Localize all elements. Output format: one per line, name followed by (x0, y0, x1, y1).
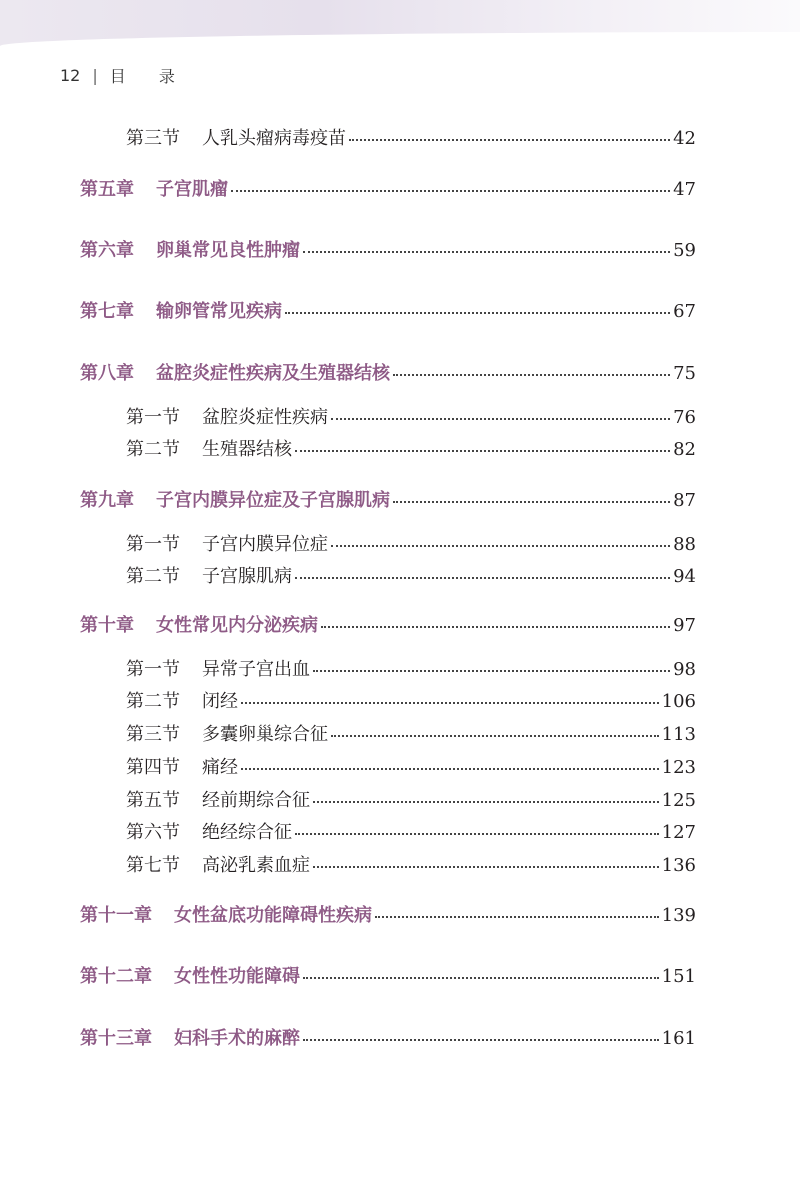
entry-page: 113 (661, 724, 696, 745)
entry-page: 106 (661, 691, 696, 712)
leader-dots (313, 669, 670, 672)
entry-page: 59 (673, 240, 696, 261)
leader-dots (295, 449, 670, 452)
entry-label: 第十三章 (80, 1028, 152, 1049)
entry-label: 第二节 (126, 691, 180, 712)
entry-title: 子宫内膜异位症及子宫腺肌病 (156, 490, 390, 511)
entry-page: 151 (661, 966, 696, 987)
toc-entry-chapter[interactable] (80, 611, 696, 635)
toc-entry-section[interactable] (126, 786, 696, 810)
leader-dots (375, 915, 659, 918)
entry-page: 47 (673, 179, 696, 200)
toc-entry-section[interactable] (126, 435, 696, 459)
entry-page: 88 (673, 534, 696, 555)
entry-title: 输卵管常见疾病 (156, 301, 282, 322)
toc-entry-chapter[interactable] (80, 359, 696, 383)
leader-dots (313, 800, 659, 803)
toc-entry-section[interactable] (126, 687, 696, 711)
entry-page: 127 (661, 822, 696, 843)
leader-dots (303, 976, 659, 979)
entry-label: 第五章 (80, 179, 134, 200)
toc-entry-chapter[interactable] (80, 901, 696, 925)
leader-dots (303, 250, 670, 253)
entry-label: 第八章 (80, 363, 134, 384)
entry-label: 第十一章 (80, 905, 152, 926)
entry-label: 第一节 (126, 407, 180, 428)
page-number: 12 (60, 66, 81, 85)
entry-page: 98 (673, 659, 696, 680)
entry-label: 第十二章 (80, 966, 152, 987)
entry-title: 子宫肌瘤 (156, 179, 228, 200)
entry-label: 第二节 (126, 439, 180, 460)
entry-title: 生殖器结核 (202, 439, 292, 460)
leader-dots (331, 544, 670, 547)
entry-title: 盆腔炎症性疾病及生殖器结核 (156, 363, 390, 384)
entry-page: 76 (673, 407, 696, 428)
entry-title: 卵巢常见良性肿瘤 (156, 240, 300, 261)
entry-page: 67 (673, 301, 696, 322)
toc-entry-section[interactable] (126, 124, 696, 148)
entry-label: 第九章 (80, 490, 134, 511)
entry-page: 136 (661, 855, 696, 876)
entry-title: 多囊卵巢综合征 (202, 724, 328, 745)
toc-entry-section[interactable] (126, 562, 696, 586)
entry-label: 第二节 (126, 566, 180, 587)
toc-entry-section[interactable] (126, 403, 696, 427)
entry-label: 第六章 (80, 240, 134, 261)
entry-label: 第三节 (126, 724, 180, 745)
running-head (60, 64, 189, 87)
entry-page: 123 (661, 757, 696, 778)
entry-title: 经前期综合征 (202, 790, 310, 811)
toc-entry-section[interactable] (126, 530, 696, 554)
header-title: 目 录 (109, 67, 189, 86)
leader-dots (393, 373, 670, 376)
leader-dots (349, 138, 670, 141)
leader-dots (313, 865, 659, 868)
entry-title: 人乳头瘤病毒疫苗 (202, 128, 346, 149)
entry-label: 第三节 (126, 128, 180, 149)
toc-entry-section[interactable] (126, 753, 696, 777)
toc-entry-chapter[interactable] (80, 297, 696, 321)
entry-page: 161 (661, 1028, 696, 1049)
entry-page: 82 (673, 439, 696, 460)
entry-title: 闭经 (202, 691, 238, 712)
entry-label: 第一节 (126, 659, 180, 680)
leader-dots (303, 1038, 659, 1041)
toc-entry-chapter[interactable] (80, 175, 696, 199)
entry-title: 女性盆底功能障碍性疾病 (174, 905, 372, 926)
entry-title: 盆腔炎症性疾病 (202, 407, 328, 428)
entry-title: 子宫内膜异位症 (202, 534, 328, 555)
entry-page: 42 (673, 128, 696, 149)
entry-page: 125 (661, 790, 696, 811)
header-band (0, 0, 800, 46)
entry-label: 第十章 (80, 615, 134, 636)
leader-dots (241, 701, 659, 704)
entry-page: 75 (673, 363, 696, 384)
entry-label: 第四节 (126, 757, 180, 778)
entry-label: 第七节 (126, 855, 180, 876)
entry-label: 第一节 (126, 534, 180, 555)
toc-entry-chapter[interactable] (80, 486, 696, 510)
entry-title: 高泌乳素血症 (202, 855, 310, 876)
entry-title: 妇科手术的麻醉 (174, 1028, 300, 1049)
leader-dots (285, 311, 670, 314)
toc-entry-chapter[interactable] (80, 236, 696, 260)
leader-dots (295, 832, 659, 835)
entry-page: 97 (673, 615, 696, 636)
entry-page: 139 (661, 905, 696, 926)
entry-label: 第六节 (126, 822, 180, 843)
leader-dots (241, 767, 659, 770)
entry-title: 女性常见内分泌疾病 (156, 615, 318, 636)
leader-dots (231, 189, 670, 192)
toc-entry-section[interactable] (126, 655, 696, 679)
entry-page: 87 (673, 490, 696, 511)
toc-entry-chapter[interactable] (80, 1024, 696, 1048)
entry-label: 第七章 (80, 301, 134, 322)
entry-title: 子宫腺肌病 (202, 566, 292, 587)
entry-title: 绝经综合征 (202, 822, 292, 843)
header-separator: | (92, 66, 98, 85)
leader-dots (295, 576, 670, 579)
toc-entry-section[interactable] (126, 720, 696, 744)
entry-title: 痛经 (202, 757, 238, 778)
entry-page: 94 (673, 566, 696, 587)
leader-dots (321, 625, 670, 628)
toc-entry-section[interactable] (126, 851, 696, 875)
leader-dots (331, 734, 659, 737)
leader-dots (393, 500, 670, 503)
entry-title: 异常子宫出血 (202, 659, 310, 680)
entry-label: 第五节 (126, 790, 180, 811)
leader-dots (331, 417, 670, 420)
toc-entry-section[interactable] (126, 818, 696, 842)
entry-title: 女性性功能障碍 (174, 966, 300, 987)
toc-entry-chapter[interactable] (80, 962, 696, 986)
